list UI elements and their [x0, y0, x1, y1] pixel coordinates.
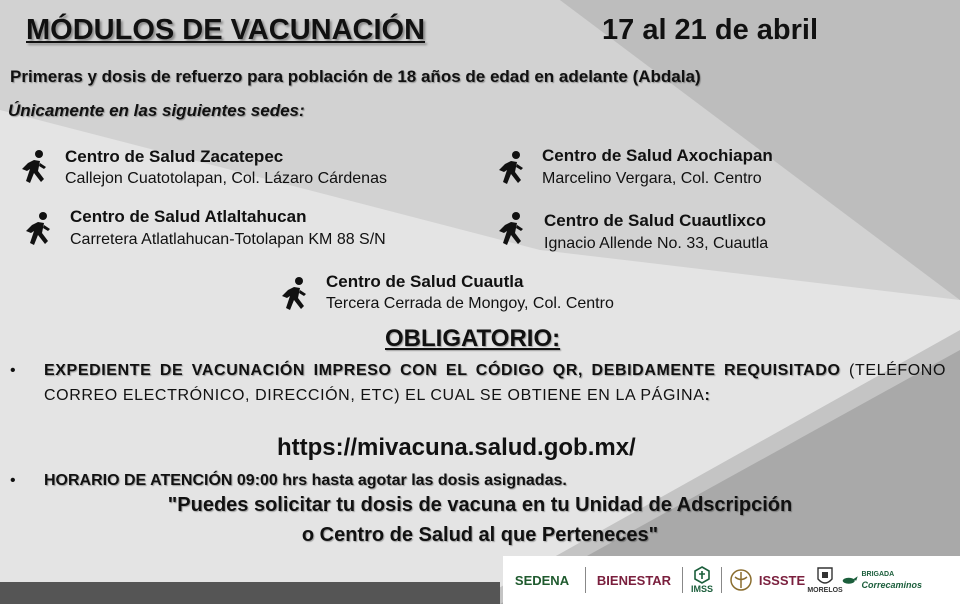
site-address: Callejon Cuatotolapan, Col. Lázaro Cárdenas	[65, 170, 387, 187]
schedule-text: HORARIO DE ATENCIÓN 09:00 hrs hasta agotar las dosis asignadas.	[44, 472, 567, 489]
imss-emblem-icon	[693, 566, 711, 584]
requirement-item-2	[10, 468, 946, 493]
correcaminos-bird-icon	[842, 573, 858, 587]
mandatory-heading: OBLIGATORIO:	[385, 325, 561, 352]
imss-label: IMSS	[690, 584, 713, 594]
morelos-label: MORELOS	[807, 586, 843, 594]
vaccine-url[interactable]: https://mivacuna.salud.gob.mx/	[277, 434, 636, 461]
site-address: Ignacio Allende No. 33, Cuautla	[544, 235, 769, 252]
walking-person-icon	[22, 211, 56, 249]
requirement-colon: :	[704, 387, 711, 404]
page-title: MÓDULOS DE VACUNACIÓN	[26, 14, 426, 46]
brigada-correcaminos-logo	[842, 560, 922, 600]
sites-intro: Únicamente en las siguientes sedes:	[8, 101, 305, 120]
imss-logo	[687, 560, 717, 600]
site-address: Tercera Cerrada de Mongoy, Col. Centro	[326, 295, 614, 312]
logo-divider	[682, 567, 683, 593]
walking-person-icon	[495, 150, 529, 188]
correcaminos-label: Correcaminos	[861, 580, 922, 590]
site-address: Marcelino Vergara, Col. Centro	[542, 170, 762, 187]
site-address: Carretera Atlatlahucan-Totolapan KM 88 S/N	[70, 231, 386, 248]
site-name: Centro de Salud Cuautla	[326, 272, 524, 291]
bienestar-logo: BIENESTAR	[596, 572, 672, 588]
issste-emblem-icon	[729, 568, 753, 592]
institution-logos	[503, 556, 960, 604]
brigada-label: BRIGADA	[861, 571, 895, 578]
walking-person-icon	[18, 149, 52, 187]
morelos-shield-icon	[817, 567, 833, 587]
requirement-bold: EXPEDIENTE DE VACUNACIÓN IMPRESO CON EL CÓDIGO QR, DEBIDAMENTE REQUISITADO	[44, 362, 841, 379]
date-range: 17 al 21 de abril	[602, 14, 819, 46]
subtitle: Primeras y dosis de refuerzo para población de 18 años de edad en adelante (Abdala)	[10, 67, 701, 86]
closing-line-2: o Centro de Salud al que Perteneces"	[301, 524, 659, 546]
walking-person-icon	[278, 276, 312, 314]
footer-band	[0, 582, 500, 604]
bullet: •	[10, 472, 16, 489]
walking-person-icon	[495, 211, 529, 249]
morelos-logo	[808, 560, 842, 600]
sedena-logo: SEDENA	[514, 572, 570, 588]
site-name: Centro de Salud Axochiapan	[542, 146, 773, 165]
logo-divider	[585, 567, 586, 593]
requirement-detail: (TELÉFONO CORREO ELECTRÓNICO, DIRECCIÓN, ETC) EL CUAL SE OBTIENE EN LA PÁGINA	[44, 362, 946, 404]
site-name: Centro de Salud Zacatepec	[65, 147, 284, 166]
requirement-item-1	[10, 358, 946, 408]
site-name: Centro de Salud Atlaltahucan	[70, 207, 307, 226]
issste-logo: ISSSTE	[758, 572, 806, 588]
logo-divider	[721, 567, 722, 593]
closing-line-1: "Puedes solicitar tu dosis de vacuna en tu Unidad de Adscripción	[167, 494, 793, 516]
bullet: •	[10, 362, 16, 379]
site-name: Centro de Salud Cuautlixco	[544, 211, 766, 230]
issste-emblem	[726, 560, 756, 600]
